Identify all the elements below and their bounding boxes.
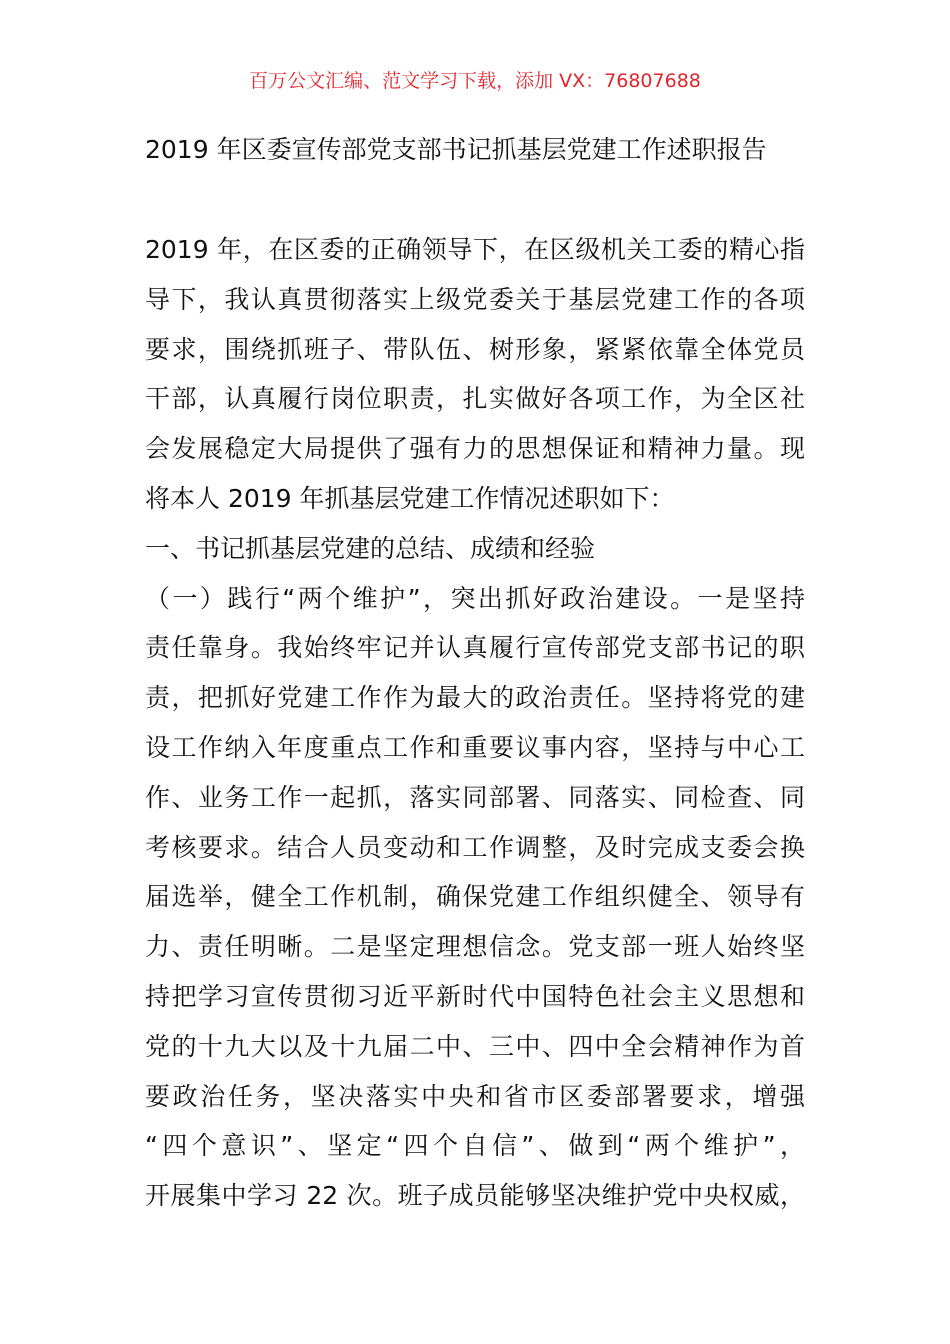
text-line: 导下，我认真贯彻落实上级党委关于基层党建工作的各项 <box>145 284 805 314</box>
text-line: “四个意识”、坚定“四个自信”、做到“两个维护”， <box>145 1131 805 1161</box>
text-line: 将本人 2019 年抓基层党建工作情况述职如下： <box>145 483 675 513</box>
watermark-banner: 百万公文汇编、范文学习下载，添加 VX：76807688 <box>249 70 701 92</box>
text-line: 开展集中学习 22 次。班子成员能够坚决维护党中央权威， <box>145 1181 805 1211</box>
document-body <box>145 232 805 1228</box>
text-line: 作、业务工作一起抓，落实同部署、同落实、同检查、同 <box>145 782 805 812</box>
text-line: 一、书记抓基层党建的总结、成绩和经验 <box>145 533 596 563</box>
text-line: 要求，围绕抓班子、带队伍、树形象，紧紧依靠全体党员 <box>145 334 805 364</box>
text-line: 责任靠身。我始终牢记并认真履行宣传部党支部书记的职 <box>145 633 805 663</box>
text-line: 责，把抓好党建工作作为最大的政治责任。坚持将党的建 <box>145 683 805 713</box>
text-line: 设工作纳入年度重点工作和重要议事内容，坚持与中心工 <box>145 732 805 762</box>
text-line: 会发展稳定大局提供了强有力的思想保证和精神力量。现 <box>145 434 805 464</box>
text-line: 力、责任明晰。二是坚定理想信念。党支部一班人始终坚 <box>145 932 805 962</box>
text-line: 持把学习宣传贯彻习近平新时代中国特色社会主义思想和 <box>145 981 805 1011</box>
text-line: 届选举，健全工作机制，确保党建工作组织健全、领导有 <box>145 882 805 912</box>
document-title: 2019 年区委宣传部党支部书记抓基层党建工作述职报告 <box>145 135 767 164</box>
text-line: 干部，认真履行岗位职责，扎实做好各项工作，为全区社 <box>145 384 805 414</box>
text-line: （一）践行“两个维护”，突出抓好政治建设。一是坚持 <box>145 583 805 613</box>
text-line: 考核要求。结合人员变动和工作调整，及时完成支委会换 <box>145 832 805 862</box>
text-line: 2019 年，在区委的正确领导下，在区级机关工委的精心指 <box>145 235 805 264</box>
text-line: 党的十九大以及十九届二中、三中、四中全会精神作为首 <box>145 1031 805 1061</box>
text-line: 要政治任务，坚决落实中央和省市区委部署要求，增强 <box>145 1081 805 1111</box>
